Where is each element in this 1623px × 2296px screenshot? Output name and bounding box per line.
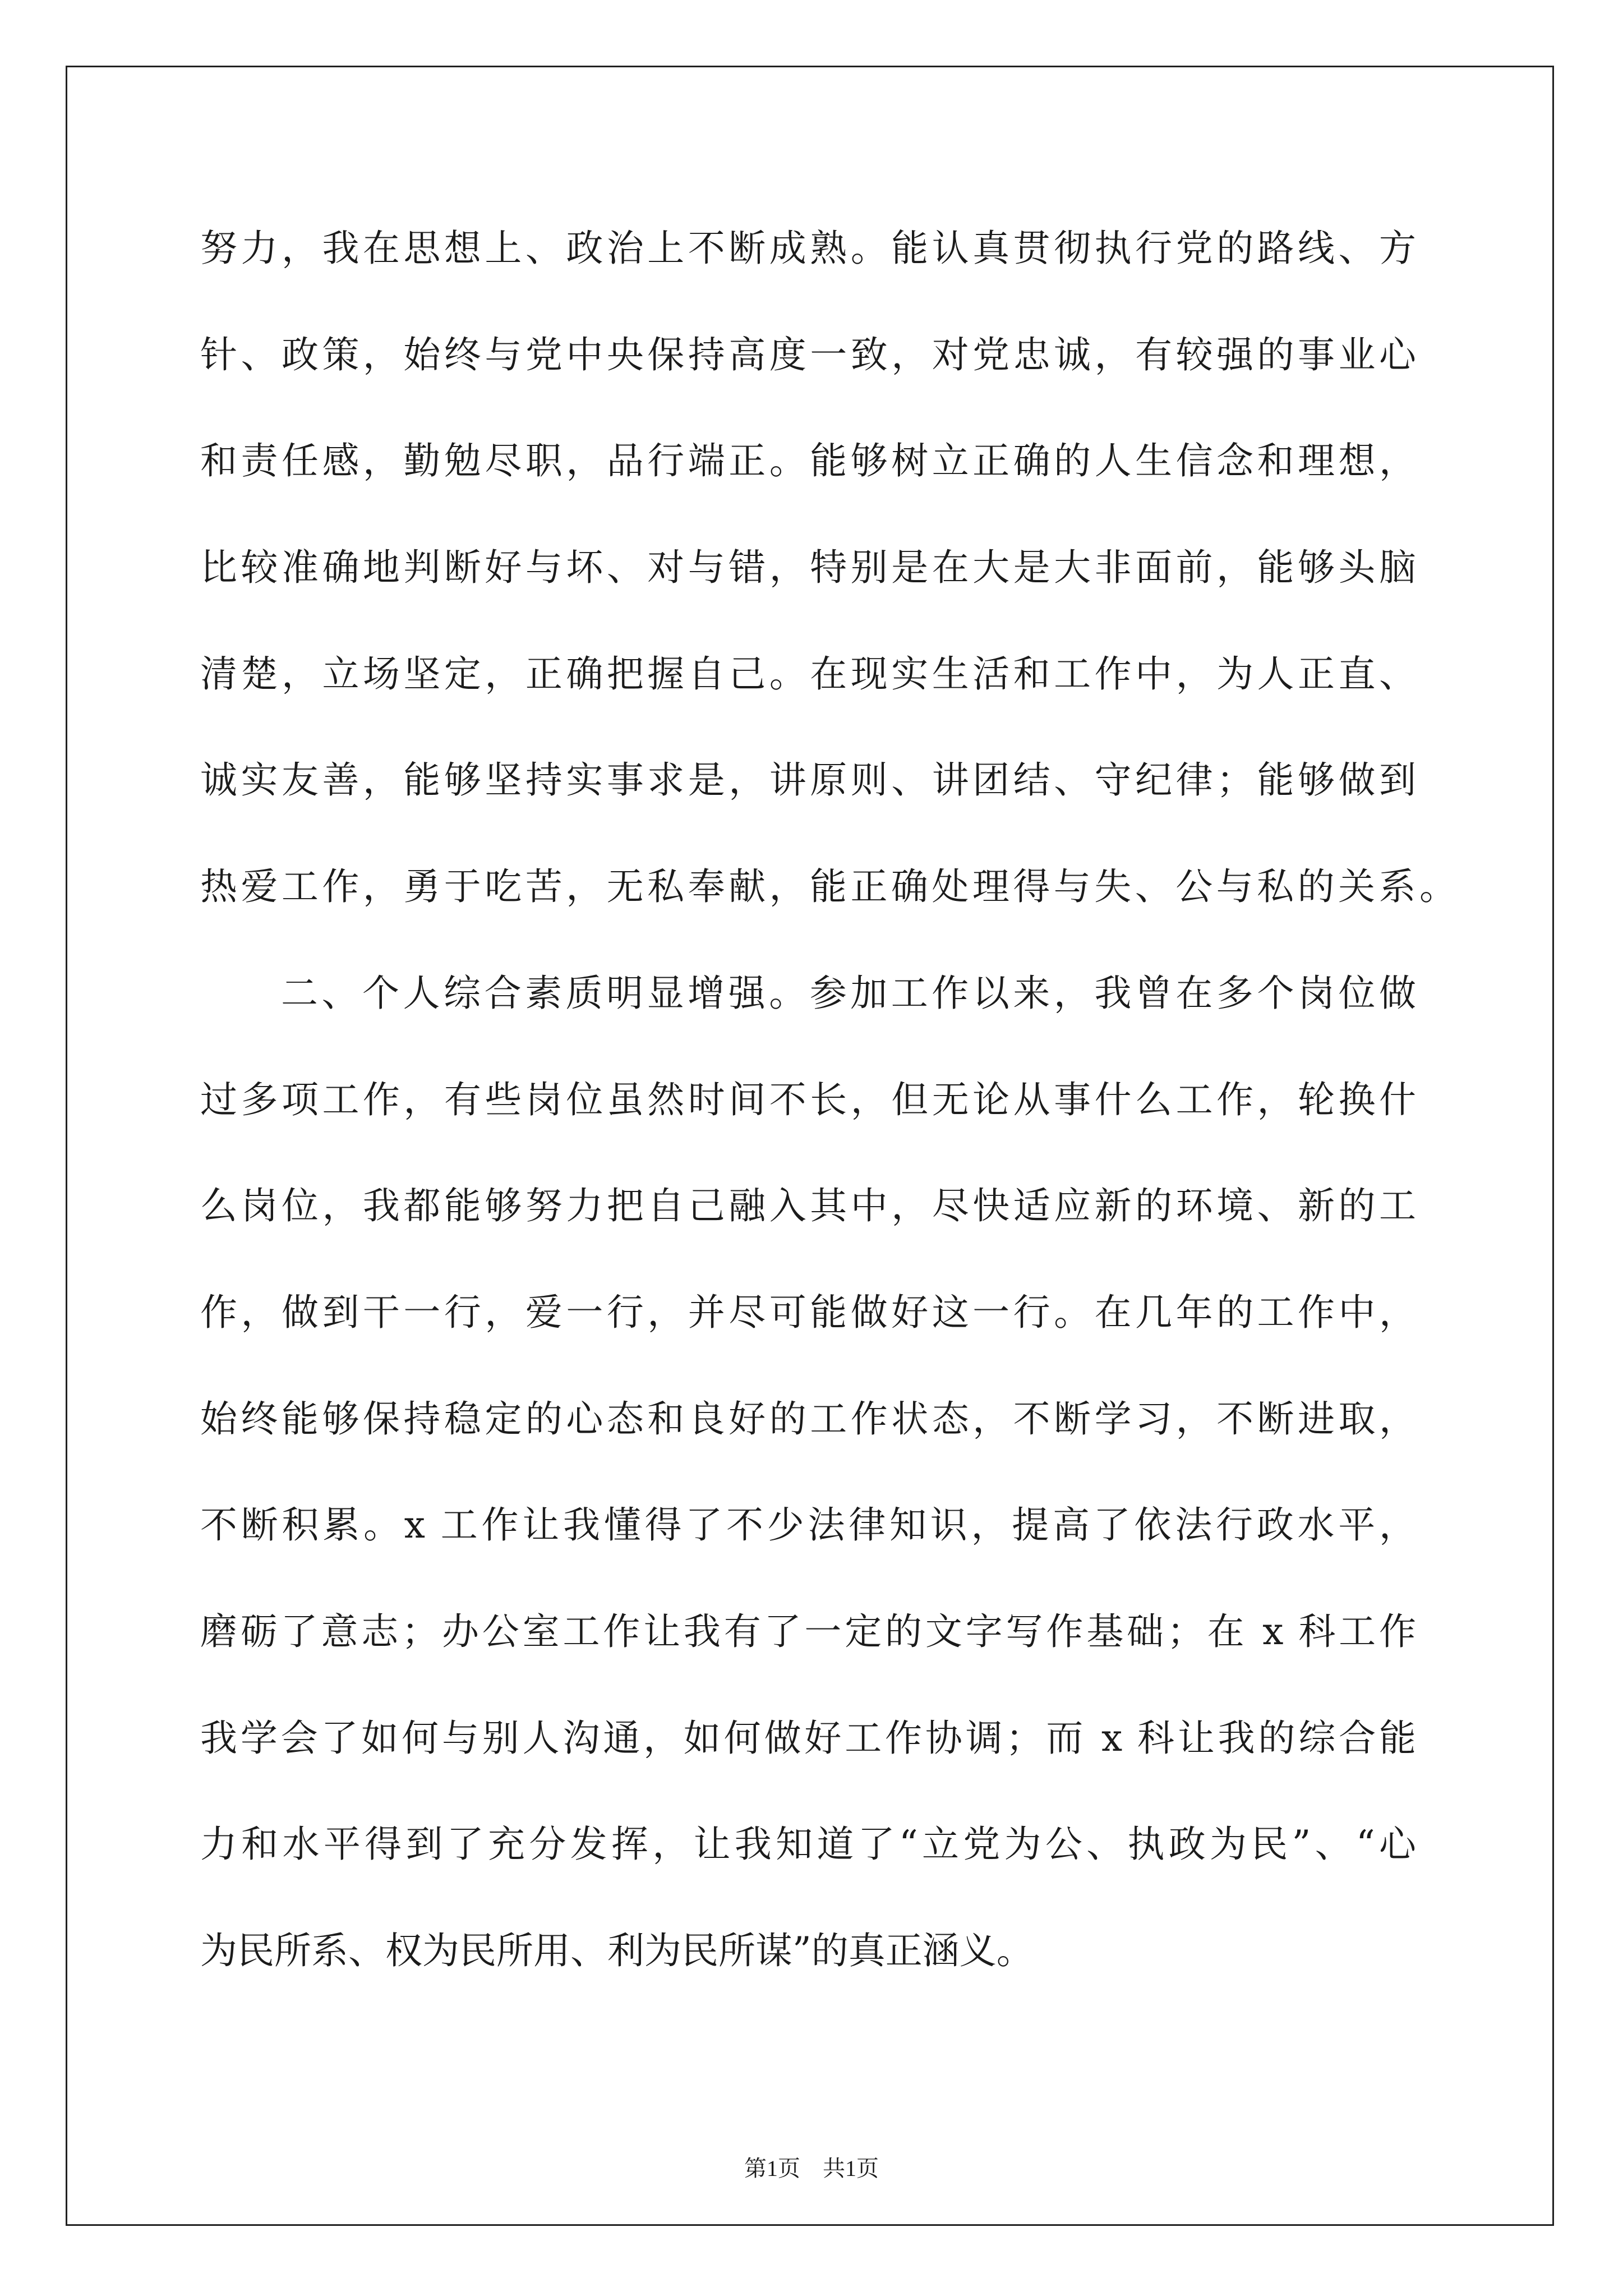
text-line: 诚实友善，能够坚持实事求是，讲原则、讲团结、守纪律；能够做到 [200,758,1416,802]
text-line: 为民所系、权为民所用、利为民所谋”的真正涵义。 [200,1929,1034,1972]
text-line: 么岗位，我都能够努力把自己融入其中，尽快适应新的环境、新的工 [200,1184,1416,1228]
text-line: 二、个人综合素质明显增强。参加工作以来，我曾在多个岗位做 [281,971,1416,1015]
paragraph [200,940,1462,2004]
text-line: 我学会了如何与别人沟通，如何做好工作协调；而 x 科让我的综合能 [200,1716,1416,1760]
document-body [200,195,1462,2004]
text-line: 作，做到干一行，爱一行，并尽可能做好这一行。在几年的工作中， [200,1290,1416,1334]
text-line: 不断积累。x 工作让我懂得了不少法律知识，提高了依法行政水平， [200,1503,1416,1547]
text-line: 力和水平得到了充分发挥，让我知道了“立党为公、执政为民”、“心 [200,1823,1416,1866]
text-line: 过多项工作，有些岗位虽然时间不长，但无论从事什么工作，轮换什 [200,1078,1416,1121]
text-line: 和责任感，勤勉尽职，品行端正。能够树立正确的人生信念和理想， [200,439,1416,483]
text-line: 努力，我在思想上、政治上不断成熟。能认真贯彻执行党的路线、方 [200,227,1416,270]
text-line: 清楚，立场坚定，正确把握自己。在现实生活和工作中，为人正直、 [200,652,1416,696]
text-line: 比较准确地判断好与坏、对与错，特别是在大是大非面前，能够头脑 [200,546,1416,590]
text-line: 始终能够保持稳定的心态和良好的工作状态，不断学习，不断进取， [200,1397,1416,1441]
text-line: 磨砺了意志；办公室工作让我有了一定的文字写作基础；在 x 科工作 [200,1609,1416,1653]
text-line: 热爱工作，勇于吃苦，无私奉献，能正确处理得与失、公与私的关系。 [200,865,1456,909]
paragraph [200,195,1462,940]
page-footer: 第1页 共1页 [744,2156,879,2181]
text-line: 针、政策，始终与党中央保持高度一致，对党忠诚，有较强的事业心 [200,333,1416,376]
